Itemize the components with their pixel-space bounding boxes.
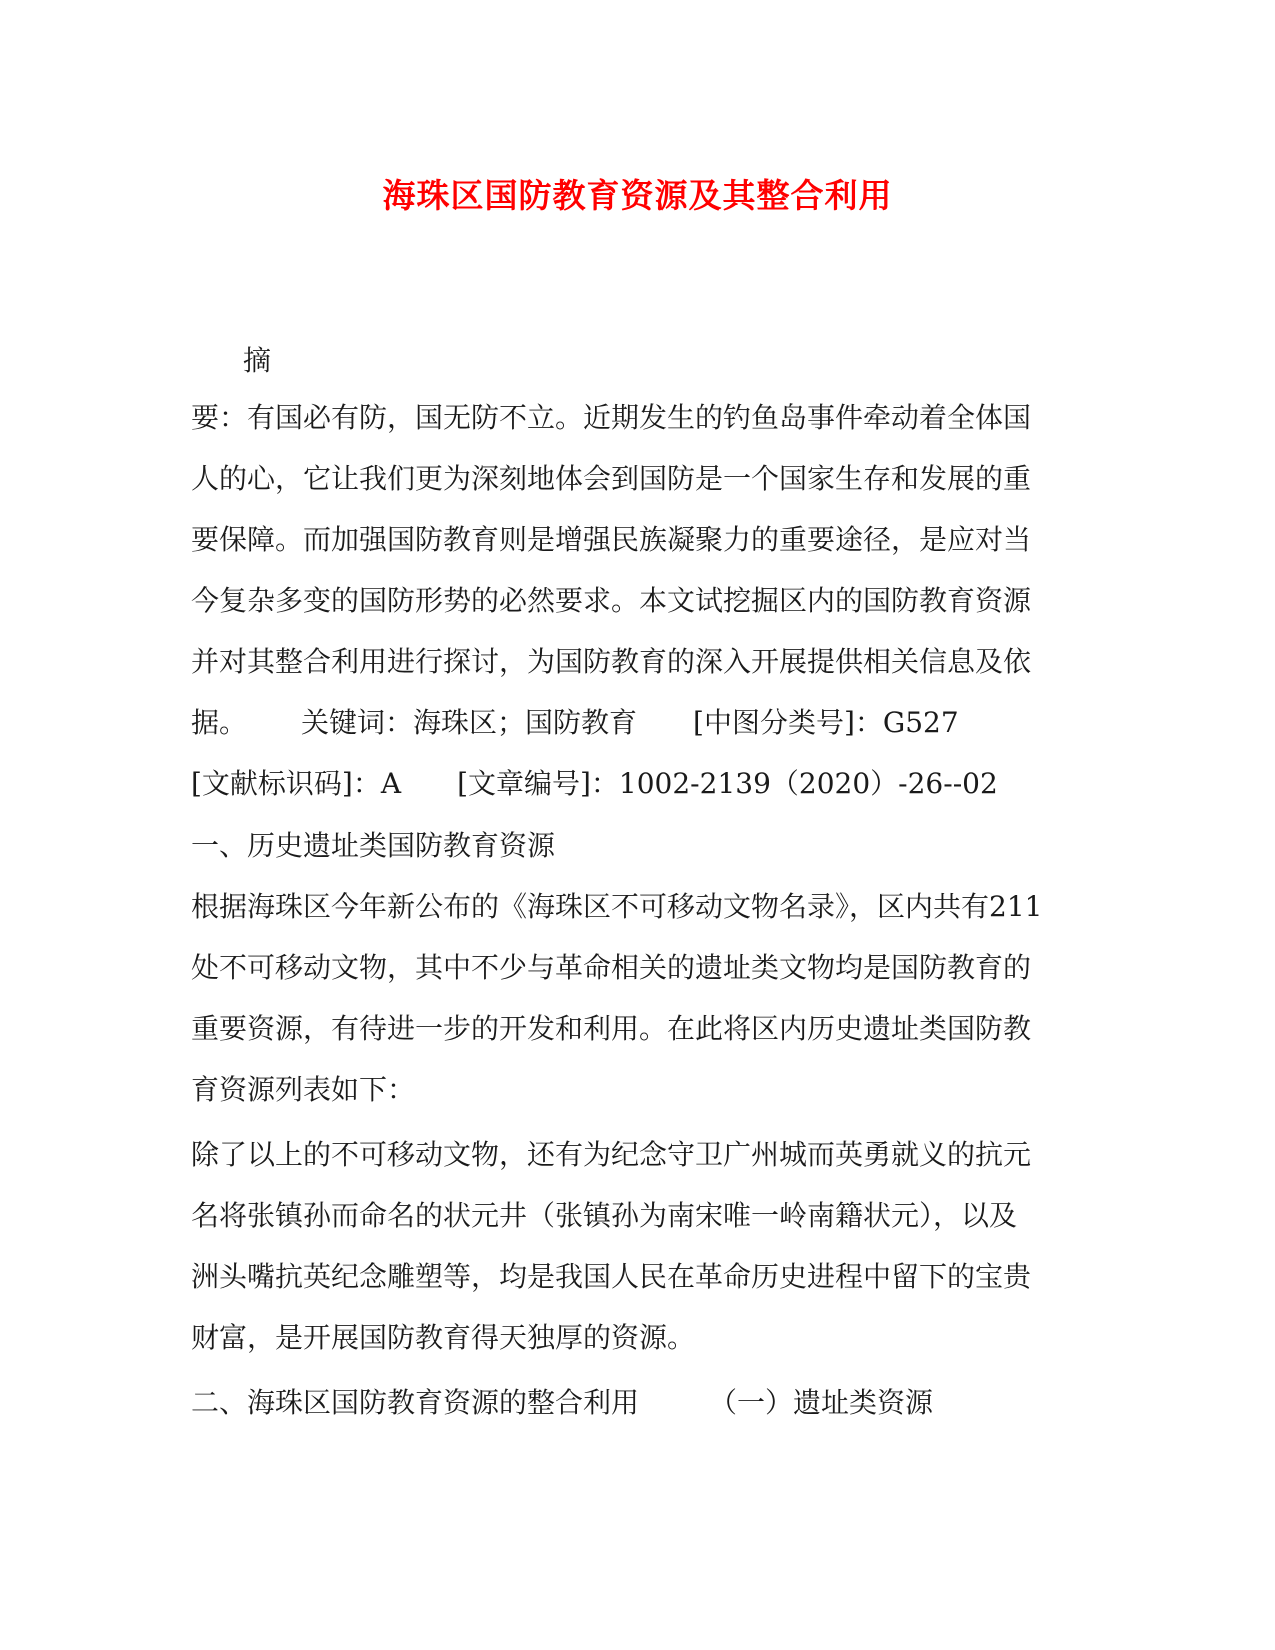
abstract-line-4: 今复杂多变的国防形势的必然要求。本文试挖掘区内的国防教育资源 — [191, 584, 1032, 617]
section-2-line — [191, 1383, 933, 1423]
section-1-para-2-line-2: 名将张镇孙而命名的状元井（张镇孙为南宋唯一岭南籍状元），以及 — [191, 1199, 1018, 1232]
document-title: 海珠区国防教育资源及其整合利用 — [382, 176, 893, 215]
section-1-para-2-line-3: 洲头嘴抗英纪念雕塑等，均是我国人民在革命历史进程中留下的宝贵 — [191, 1260, 1032, 1293]
clc-number: [中图分类号]：G527 — [693, 706, 959, 739]
abstract-line-2: 人的心，它让我们更为深刻地体会到国防是一个国家生存和发展的重 — [191, 462, 1032, 495]
abstract-line-1: 要：有国必有防，国无防不立。近期发生的钓鱼岛事件牵动着全体国 — [191, 401, 1032, 434]
section-1-para-1-line-1: 根据海珠区今年新公布的《海珠区不可移动文物名录》，区内共有211 — [191, 890, 1043, 923]
identifiers-line — [191, 764, 998, 804]
section-1-heading: 一、历史遗址类国防教育资源 — [191, 829, 556, 862]
abstract-line-5: 并对其整合利用进行探讨，为国防教育的深入开展提供相关信息及依 — [191, 645, 1032, 678]
section-1-para-2-line-1: 除了以上的不可移动文物，还有为纪念守卫广州城而英勇就义的抗元 — [191, 1138, 1032, 1171]
section-1-para-2-line-4: 财富，是开展国防教育得天独厚的资源。 — [191, 1321, 696, 1354]
section-2-subheading: （一）遗址类资源 — [709, 1386, 934, 1419]
abstract-label: 摘 — [243, 344, 272, 377]
keywords-line — [191, 703, 959, 743]
section-1-para-1-line-3: 重要资源，有待进一步的开发和利用。在此将区内历史遗址类国防教 — [191, 1012, 1032, 1045]
section-1-para-1-line-4: 育资源列表如下： — [191, 1073, 416, 1106]
section-1-para-1-line-2: 处不可移动文物，其中不少与革命相关的遗址类文物均是国防教育的 — [191, 951, 1032, 984]
abstract-end: 据。 — [191, 706, 248, 739]
abstract-line-3: 要保障。而加强国防教育则是增强民族凝聚力的重要途径，是应对当 — [191, 523, 1032, 556]
section-2-heading: 二、海珠区国防教育资源的整合利用 — [191, 1386, 640, 1419]
article-number: [文章编号]：1002-2139（2020）-26--02 — [457, 767, 998, 800]
document-code: [文献标识码]：A — [191, 767, 402, 800]
keywords: 关键词：海珠区；国防教育 — [301, 706, 638, 739]
